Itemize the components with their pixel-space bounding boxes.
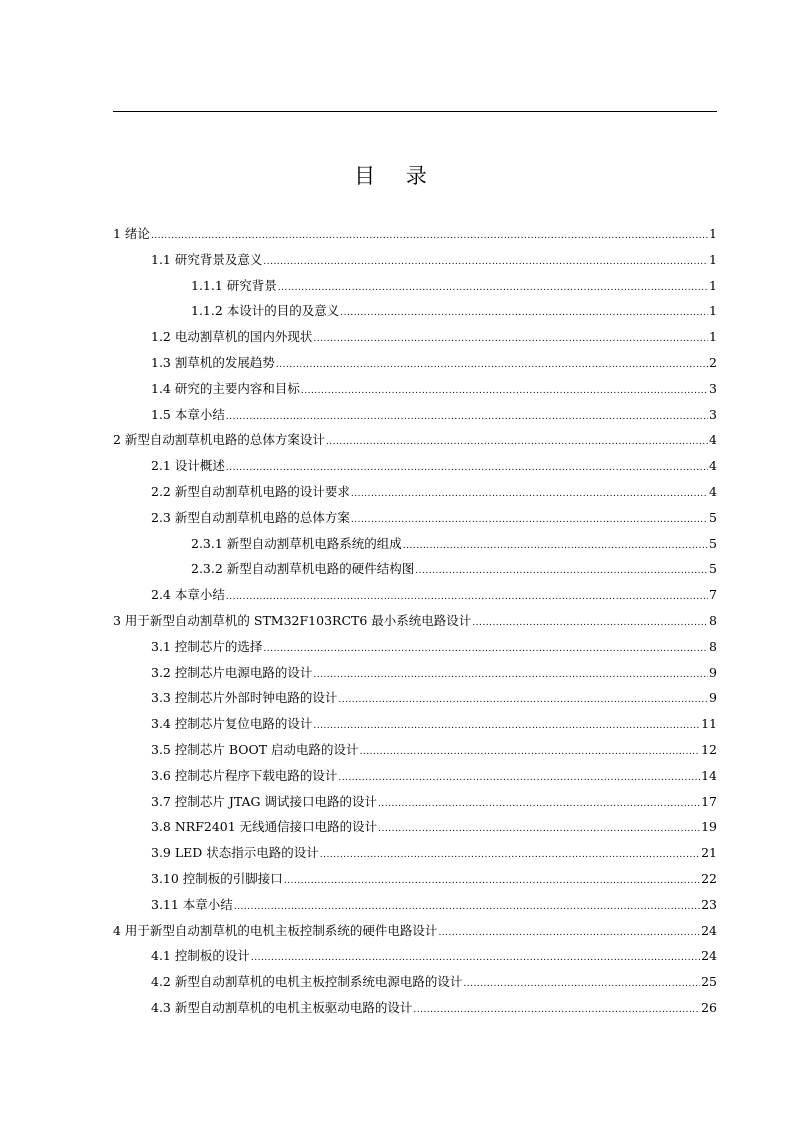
toc-leader-dots xyxy=(463,979,700,989)
toc-entry[interactable] xyxy=(113,224,717,250)
toc-entry[interactable] xyxy=(113,740,717,766)
toc-entry-page: 1 xyxy=(709,226,717,241)
toc-entry[interactable] xyxy=(113,869,717,895)
toc-entry-label: 1.1.2 本设计的目的及意义 xyxy=(191,303,340,319)
toc-entry-page: 8 xyxy=(709,638,717,654)
toc-leader-dots xyxy=(263,644,708,654)
toc-entry-label: 1 绪论 xyxy=(113,226,150,241)
toc-entry-label: 1.3 割草机的发展趋势 xyxy=(151,354,275,370)
toc-entry-label: 3.3 控制芯片外部时钟电路的设计 xyxy=(151,690,338,706)
toc-entry-page: 1 xyxy=(709,329,717,345)
toc-leader-dots xyxy=(226,463,708,473)
toc-entry-page: 9 xyxy=(709,690,717,706)
toc-entry-label: 2.4 本章小结 xyxy=(151,587,225,603)
toc-leader-dots xyxy=(151,231,708,241)
toc-entry-page: 24 xyxy=(701,922,717,938)
toc-entry-label: 1.2 电动割草机的国内外现状 xyxy=(151,329,313,345)
toc-entry-label: 3.2 控制芯片电源电路的设计 xyxy=(151,664,313,680)
toc-entry[interactable] xyxy=(113,430,717,456)
toc-leader-dots xyxy=(301,386,708,396)
table-of-contents xyxy=(113,224,717,1024)
toc-leader-dots xyxy=(263,257,708,267)
toc-entry-page: 3 xyxy=(709,380,717,396)
toc-entry[interactable] xyxy=(113,714,717,740)
toc-entry-label: 3.9 LED 状态指示电路的设计 xyxy=(151,845,319,861)
toc-entry-page: 2 xyxy=(709,354,717,370)
toc-entry-page: 19 xyxy=(701,819,717,835)
toc-entry-page: 25 xyxy=(701,974,717,990)
toc-leader-dots xyxy=(284,876,700,886)
toc-leader-dots xyxy=(378,824,700,834)
toc-leader-dots xyxy=(438,928,700,938)
toc-entry-label: 3.6 控制芯片程序下载电路的设计 xyxy=(151,767,338,783)
toc-leader-dots xyxy=(326,437,708,447)
toc-leader-dots xyxy=(226,592,708,602)
toc-leader-dots xyxy=(340,308,708,318)
toc-entry[interactable] xyxy=(113,921,717,947)
toc-entry[interactable] xyxy=(113,482,717,508)
toc-entry-label: 3.1 控制芯片的选择 xyxy=(151,638,263,654)
toc-leader-dots xyxy=(472,618,708,628)
toc-leader-dots xyxy=(251,953,700,963)
toc-leader-dots xyxy=(313,670,708,680)
toc-entry[interactable] xyxy=(113,998,717,1024)
toc-leader-dots xyxy=(226,412,708,422)
toc-leader-dots xyxy=(313,334,708,344)
toc-entry-page: 5 xyxy=(709,535,717,551)
toc-entry[interactable] xyxy=(113,456,717,482)
toc-entry[interactable] xyxy=(113,792,717,818)
page-title: 目 录 xyxy=(354,164,439,188)
toc-entry[interactable] xyxy=(113,301,717,327)
toc-leader-dots xyxy=(338,773,700,783)
toc-entry-label: 3.4 控制芯片复位电路的设计 xyxy=(151,716,313,732)
toc-entry[interactable] xyxy=(113,688,717,714)
toc-entry[interactable] xyxy=(113,895,717,921)
toc-entry-label: 1.4 研究的主要内容和目标 xyxy=(151,380,300,396)
toc-entry[interactable] xyxy=(113,559,717,585)
toc-leader-dots xyxy=(320,850,700,860)
toc-entry-label: 3.8 NRF2401 无线通信接口电路的设计 xyxy=(151,819,378,835)
toc-entry[interactable] xyxy=(113,508,717,534)
toc-entry-page: 17 xyxy=(701,793,717,809)
toc-entry-label: 1.5 本章小结 xyxy=(151,406,225,422)
toc-leader-dots xyxy=(351,515,708,525)
toc-leader-dots xyxy=(338,695,708,705)
toc-entry-label: 2.3.2 新型自动割草机电路的硬件结构图 xyxy=(191,561,415,577)
toc-entry-page: 5 xyxy=(709,509,717,525)
toc-entry-label: 4.1 控制板的设计 xyxy=(151,948,250,964)
toc-entry[interactable] xyxy=(113,817,717,843)
toc-entry-label: 4.3 新型自动割草机的电机主板驱动电路的设计 xyxy=(151,999,413,1015)
header-rule xyxy=(113,111,717,112)
toc-entry-label: 4 用于新型自动割草机的电机主板控制系统的硬件电路设计 xyxy=(113,922,438,938)
toc-entry-page: 1 xyxy=(709,277,717,293)
toc-entry-page: 9 xyxy=(709,664,717,680)
toc-entry-page: 1 xyxy=(709,251,717,267)
toc-entry-page: 5 xyxy=(709,561,717,577)
toc-entry[interactable] xyxy=(113,534,717,560)
toc-entry-label: 1.1.1 研究背景 xyxy=(191,277,277,293)
toc-entry-page: 22 xyxy=(701,870,717,886)
toc-entry-label: 3.5 控制芯片 BOOT 启动电路的设计 xyxy=(151,741,359,757)
toc-leader-dots xyxy=(415,566,708,576)
toc-entry-page: 21 xyxy=(701,845,717,861)
toc-leader-dots xyxy=(313,721,700,731)
toc-entry[interactable] xyxy=(113,405,717,431)
toc-entry[interactable] xyxy=(113,946,717,972)
toc-leader-dots xyxy=(234,902,700,912)
toc-entry-label: 2.1 设计概述 xyxy=(151,458,225,474)
toc-entry[interactable] xyxy=(113,585,717,611)
toc-entry-page: 4 xyxy=(709,483,717,499)
toc-entry-page: 3 xyxy=(709,406,717,422)
toc-entry-label: 3.7 控制芯片 JTAG 调试接口电路的设计 xyxy=(151,793,377,809)
toc-leader-dots xyxy=(360,747,701,757)
toc-entry-page: 23 xyxy=(701,896,717,912)
toc-entry-label: 3 用于新型自动割草机的 STM32F103RCT6 最小系统电路设计 xyxy=(113,612,472,628)
toc-entry-label: 3.11 本章小结 xyxy=(151,896,233,912)
toc-entry-label: 2.2 新型自动割草机电路的设计要求 xyxy=(151,483,350,499)
toc-entry[interactable] xyxy=(113,250,717,276)
toc-leader-dots xyxy=(276,360,708,370)
toc-entry-label: 2.3 新型自动割草机电路的总体方案 xyxy=(151,509,350,525)
toc-entry[interactable] xyxy=(113,637,717,663)
toc-entry[interactable] xyxy=(113,663,717,689)
toc-entry-page: 1 xyxy=(709,303,717,319)
toc-leader-dots xyxy=(413,1005,700,1015)
toc-entry[interactable] xyxy=(113,766,717,792)
toc-leader-dots xyxy=(278,283,708,293)
toc-entry-label: 2.3.1 新型自动割草机电路系统的组成 xyxy=(191,535,402,551)
toc-entry[interactable] xyxy=(113,353,717,379)
toc-leader-dots xyxy=(403,541,708,551)
toc-leader-dots xyxy=(378,799,700,809)
toc-entry-label: 4.2 新型自动割草机的电机主板控制系统电源电路的设计 xyxy=(151,974,463,990)
toc-entry[interactable] xyxy=(113,611,717,637)
toc-entry-page: 7 xyxy=(709,587,717,603)
toc-entry-page: 11 xyxy=(701,716,717,732)
toc-leader-dots xyxy=(351,489,708,499)
toc-entry-page: 14 xyxy=(701,767,717,783)
toc-entry[interactable] xyxy=(113,843,717,869)
toc-entry[interactable] xyxy=(113,379,717,405)
toc-entry-label: 3.10 控制板的引脚接口 xyxy=(151,870,283,886)
toc-entry-label: 2 新型自动割草机电路的总体方案设计 xyxy=(113,432,325,448)
toc-entry-page: 4 xyxy=(709,432,717,448)
toc-entry-page: 26 xyxy=(701,999,717,1015)
toc-entry-label: 1.1 研究背景及意义 xyxy=(151,251,263,267)
toc-entry[interactable] xyxy=(113,327,717,353)
toc-entry[interactable] xyxy=(113,276,717,302)
toc-entry-page: 8 xyxy=(709,612,717,628)
toc-entry-page: 12 xyxy=(701,741,717,757)
toc-entry[interactable] xyxy=(113,972,717,998)
toc-entry-page: 24 xyxy=(701,948,717,964)
toc-entry-page: 4 xyxy=(709,458,717,474)
